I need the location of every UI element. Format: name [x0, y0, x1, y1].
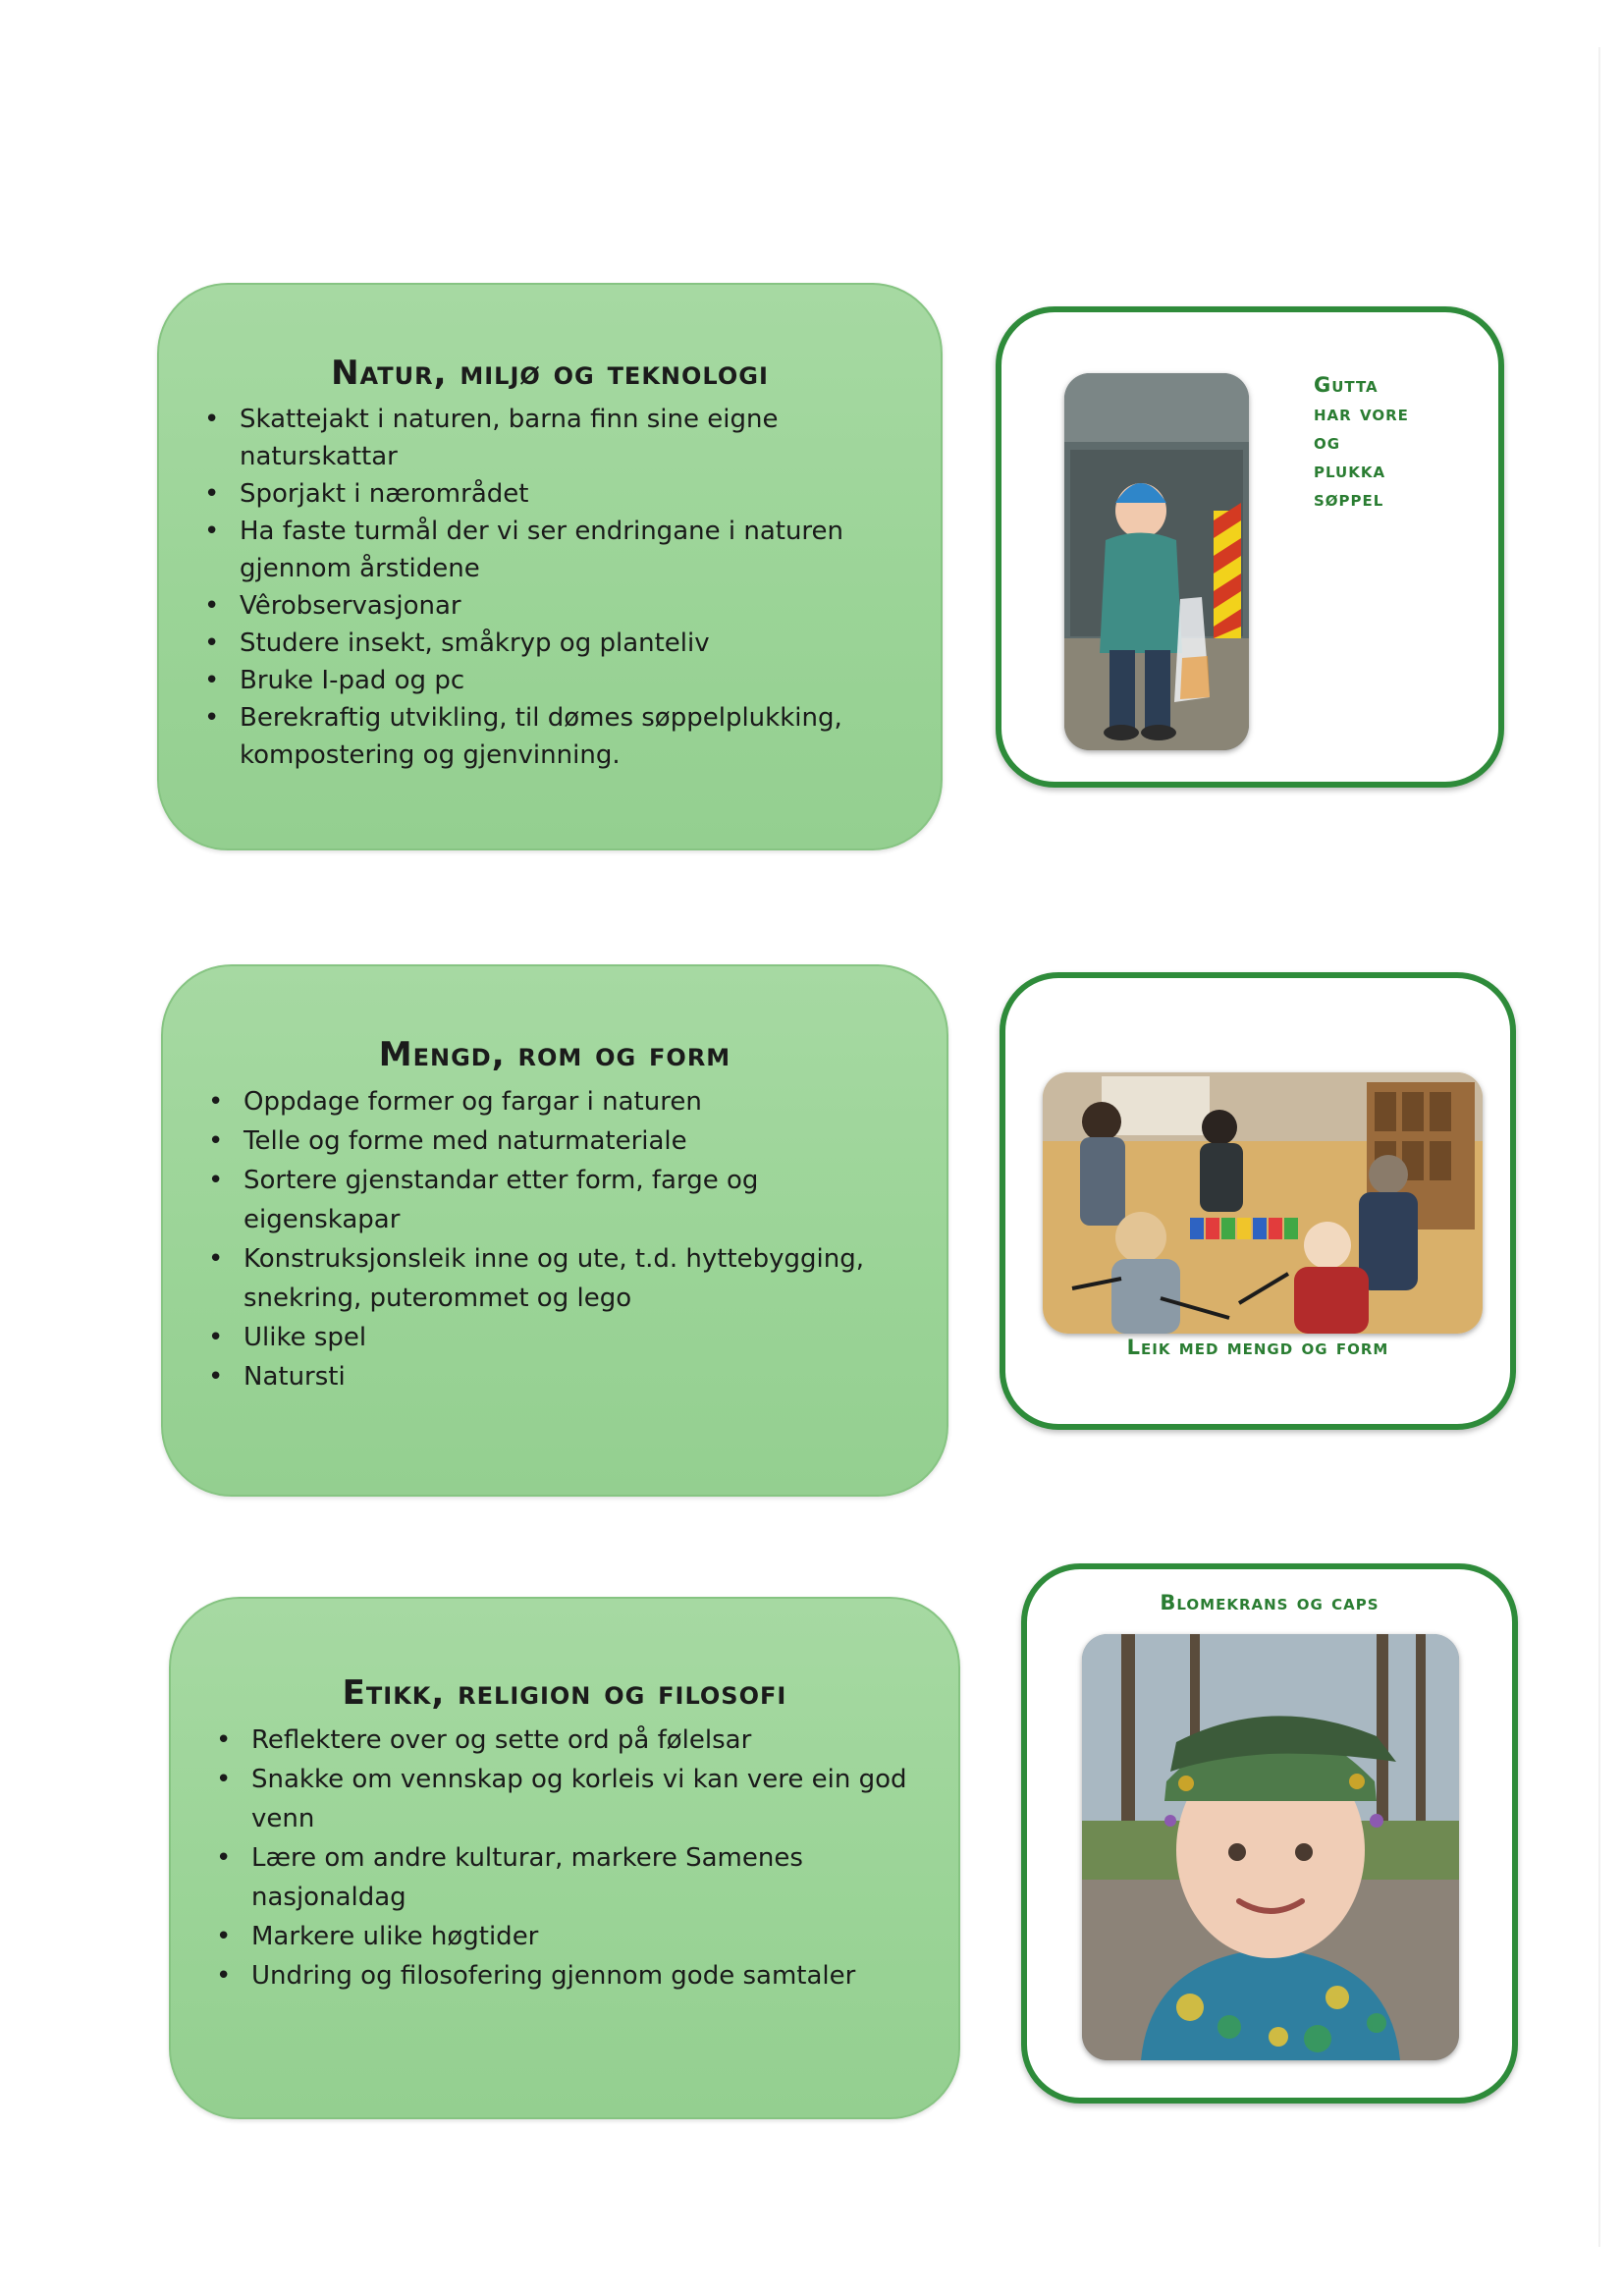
list-item-text: Ha faste turmål der vi ser endringane i naturen gjennom årstidene — [240, 517, 844, 583]
caption-line: og — [1314, 430, 1341, 454]
bullet-icon: • — [208, 1323, 224, 1352]
list-item-text: Studere insekt, småkryp og planteliv — [240, 629, 710, 658]
list-item-text: Ulike spel — [243, 1323, 367, 1352]
activity-list — [210, 1721, 923, 1995]
bullet-icon: • — [208, 1244, 224, 1274]
list-item — [202, 1357, 911, 1396]
caption-line: plukka — [1314, 459, 1386, 482]
list-item — [202, 1239, 911, 1318]
section-title: Etikk, religion og filosofi — [342, 1673, 787, 1713]
list-item-text: Sortere gjenstandar etter form, farge og eigenskapar — [243, 1166, 759, 1234]
list-item — [202, 1121, 911, 1161]
bullet-icon: • — [216, 1961, 232, 1991]
photo-frame-ethics — [1021, 1563, 1518, 2104]
photo-boy-flower-wreath — [1082, 1634, 1459, 2060]
section-title: Natur, miljø og teknologi — [331, 354, 769, 393]
list-item — [210, 1917, 923, 1956]
list-item — [198, 662, 905, 699]
bullet-icon: • — [216, 1765, 232, 1794]
list-item-text: Sporjakt i nærområdet — [240, 479, 529, 509]
activity-list — [202, 1082, 911, 1396]
list-item-text: Berekraftig utvikling, til dømes søppelplukking, kompostering og gjenvinning. — [240, 703, 842, 770]
list-item — [198, 475, 905, 513]
photo-children-playing-shapes — [1043, 1072, 1483, 1334]
activity-list — [198, 401, 905, 774]
list-item-text: Markere ulike høgtider — [251, 1922, 539, 1951]
list-item-text: Telle og forme med naturmateriale — [243, 1126, 687, 1156]
photo-caption: Leik med mengd og form — [1126, 1336, 1389, 1359]
section-card-shape — [161, 964, 948, 1497]
section-title: Mengd, rom og form — [378, 1035, 731, 1074]
section-card-ethics — [169, 1597, 960, 2119]
bullet-icon: • — [204, 405, 220, 434]
photo-boy-collecting-litter — [1064, 373, 1249, 750]
list-item — [198, 699, 905, 774]
bullet-icon: • — [216, 1725, 232, 1755]
list-item — [198, 587, 905, 625]
list-item-text: Lære om andre kulturar, markere Samenes nasjonaldag — [251, 1843, 803, 1912]
list-item — [210, 1721, 923, 1760]
photo-frame-nature — [996, 306, 1504, 788]
page-edge-line — [1598, 47, 1600, 2247]
list-item-text: Vêrobservasjonar — [240, 591, 461, 621]
bullet-icon: • — [208, 1362, 224, 1392]
photo-caption — [1314, 371, 1409, 514]
list-item — [202, 1082, 911, 1121]
list-item — [202, 1318, 911, 1357]
list-item-text: Natursti — [243, 1362, 346, 1392]
bullet-icon: • — [208, 1087, 224, 1117]
list-item-text: Konstruksjonsleik inne og ute, t.d. hyttebygging, snekring, puterommet og lego — [243, 1244, 864, 1313]
list-item — [210, 1838, 923, 1917]
list-item — [202, 1161, 911, 1239]
list-item — [198, 513, 905, 587]
list-item — [198, 401, 905, 475]
list-item-text: Snakke om vennskap og korleis vi kan vere ein god venn — [251, 1765, 907, 1833]
photo-frame-shape — [1000, 972, 1516, 1430]
caption-line: Gutta — [1314, 373, 1379, 397]
caption-line: har vore — [1314, 402, 1409, 425]
bullet-icon: • — [204, 479, 220, 509]
list-item — [210, 1760, 923, 1838]
list-item-text: Undring og filosofering gjennom gode samtaler — [251, 1961, 856, 1991]
bullet-icon: • — [208, 1166, 224, 1195]
list-item — [210, 1956, 923, 1995]
section-card-nature — [157, 283, 943, 850]
caption-line: søppel — [1314, 487, 1384, 511]
bullet-icon: • — [216, 1843, 232, 1873]
bullet-icon: • — [204, 703, 220, 733]
list-item-text: Oppdage former og fargar i naturen — [243, 1087, 702, 1117]
bullet-icon: • — [204, 629, 220, 658]
bullet-icon: • — [204, 591, 220, 621]
bullet-icon: • — [208, 1126, 224, 1156]
photo-caption: Blomekrans og caps — [1160, 1591, 1380, 1614]
list-item-text: Reflektere over og sette ord på følelsar — [251, 1725, 752, 1755]
list-item-text: Bruke I-pad og pc — [240, 666, 465, 695]
bullet-icon: • — [216, 1922, 232, 1951]
bullet-icon: • — [204, 517, 220, 546]
bullet-icon: • — [204, 666, 220, 695]
list-item-text: Skattejakt i naturen, barna finn sine eigne naturskattar — [240, 405, 779, 471]
list-item — [198, 625, 905, 662]
